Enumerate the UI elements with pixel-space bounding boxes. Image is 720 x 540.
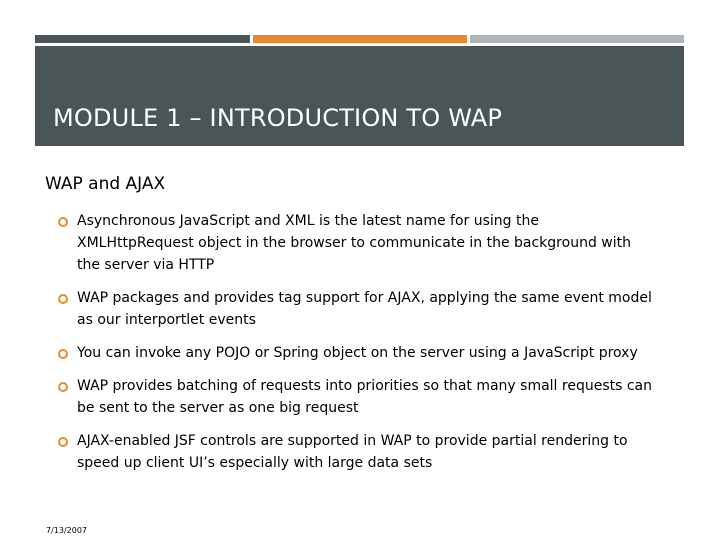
title-banner xyxy=(35,46,684,146)
circle-bullet-icon xyxy=(58,217,68,227)
bullet-item xyxy=(58,287,658,331)
bullet-item xyxy=(58,375,658,419)
circle-bullet-icon xyxy=(58,349,68,359)
bullet-item xyxy=(58,430,658,474)
top-accent-bar-gray xyxy=(470,35,684,43)
bullet-item xyxy=(58,342,658,364)
bullet-text: AJAX-enabled JSF controls are supported in WAP to provide partial rendering to speed up client UI’s especially with large data sets xyxy=(77,433,628,471)
bullet-text: You can invoke any POJO or Spring object on the server using a JavaScript proxy xyxy=(77,345,638,361)
circle-bullet-icon xyxy=(58,382,68,392)
bullet-text: WAP packages and provides tag support for AJAX, applying the same event model as our interportlet events xyxy=(77,290,652,328)
bullet-text: Asynchronous JavaScript and XML is the latest name for using the XMLHttpRequest object in the browser to communicate in the background with the server via HTTP xyxy=(77,213,631,273)
bullet-list xyxy=(58,210,658,485)
slide-title: MODULE 1 – INTRODUCTION TO WAP xyxy=(53,104,503,132)
circle-bullet-icon xyxy=(58,437,68,447)
slide-subtitle: WAP and AJAX xyxy=(45,174,166,194)
footer-date: 7/13/2007 xyxy=(46,526,88,535)
top-accent-bar-orange xyxy=(253,35,467,43)
bullet-item xyxy=(58,210,658,276)
circle-bullet-icon xyxy=(58,294,68,304)
top-accent-bar-dark xyxy=(35,35,250,43)
bullet-text: WAP provides batching of requests into priorities so that many small requests can be sent to the server as one big request xyxy=(77,378,653,416)
